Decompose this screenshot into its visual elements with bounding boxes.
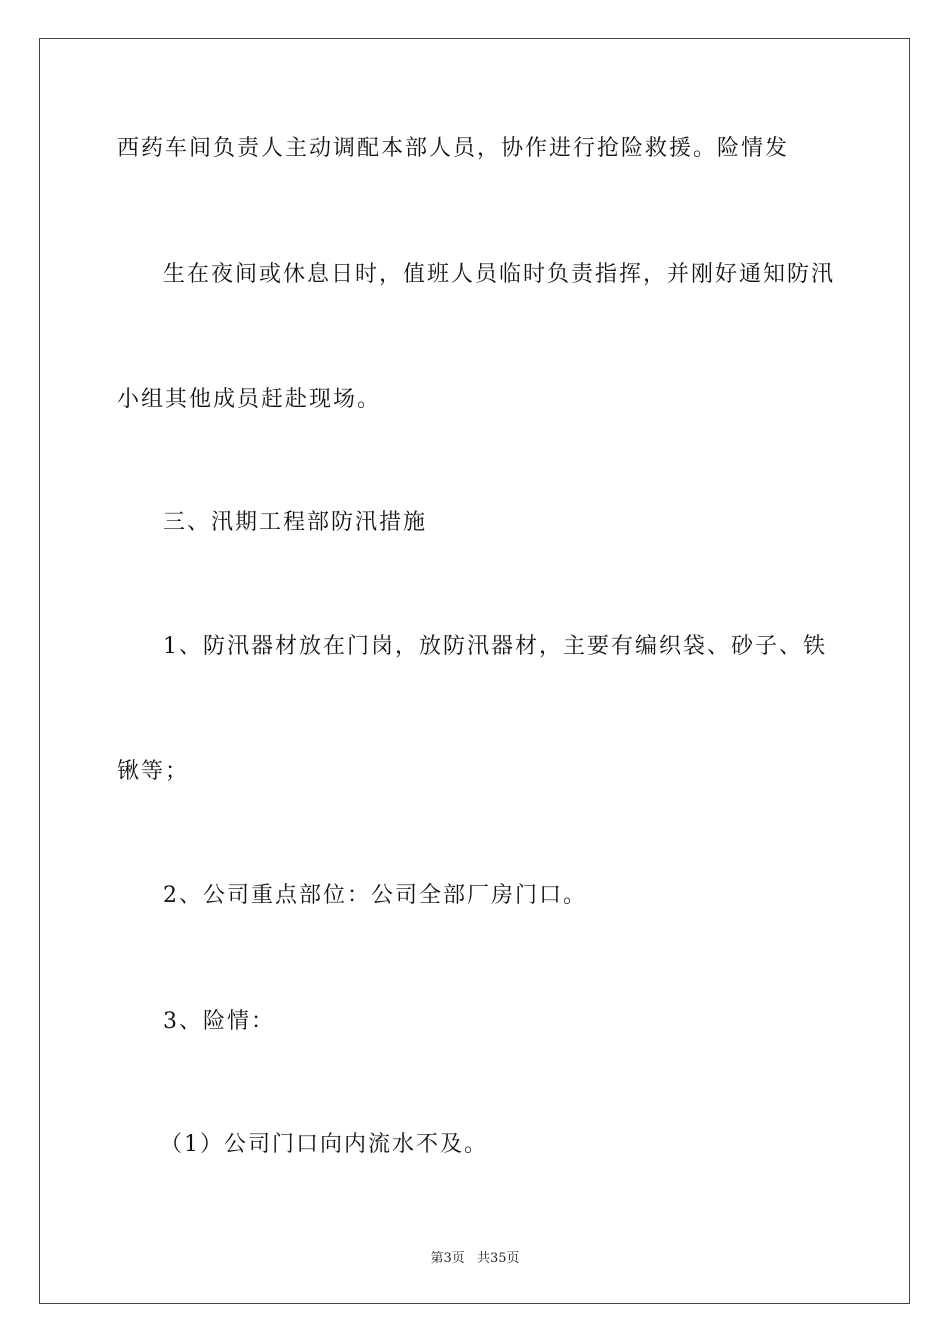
- paragraph-line-3: 小组其他成员赶赴现场。: [117, 387, 382, 412]
- page-footer: [0, 1247, 950, 1266]
- paragraph-line-8: 3、险情：: [163, 1009, 275, 1034]
- paragraph-line-2: 生在夜间或休息日时，值班人员临时负责指挥，并刚好通知防汛: [163, 262, 836, 287]
- page-frame: [39, 38, 910, 1304]
- paragraph-line-1: 西药车间负责人主动调配本部人员，协作进行抢险救援。险情发: [117, 136, 790, 161]
- paragraph-line-6: 锹等；: [117, 759, 190, 784]
- page-total: 共35页: [476, 1251, 520, 1266]
- paragraph-line-9: （1）公司门口向内流水不及。: [160, 1132, 488, 1157]
- page-number: 第3页: [430, 1251, 465, 1266]
- paragraph-line-7: 2、公司重点部位：公司全部厂房门口。: [163, 883, 587, 908]
- paragraph-line-5: 1、防汛器材放在门岗，放防汛器材，主要有编织袋、砂子、铁: [163, 634, 827, 659]
- section-heading: 三、汛期工程部防汛措施: [163, 510, 428, 535]
